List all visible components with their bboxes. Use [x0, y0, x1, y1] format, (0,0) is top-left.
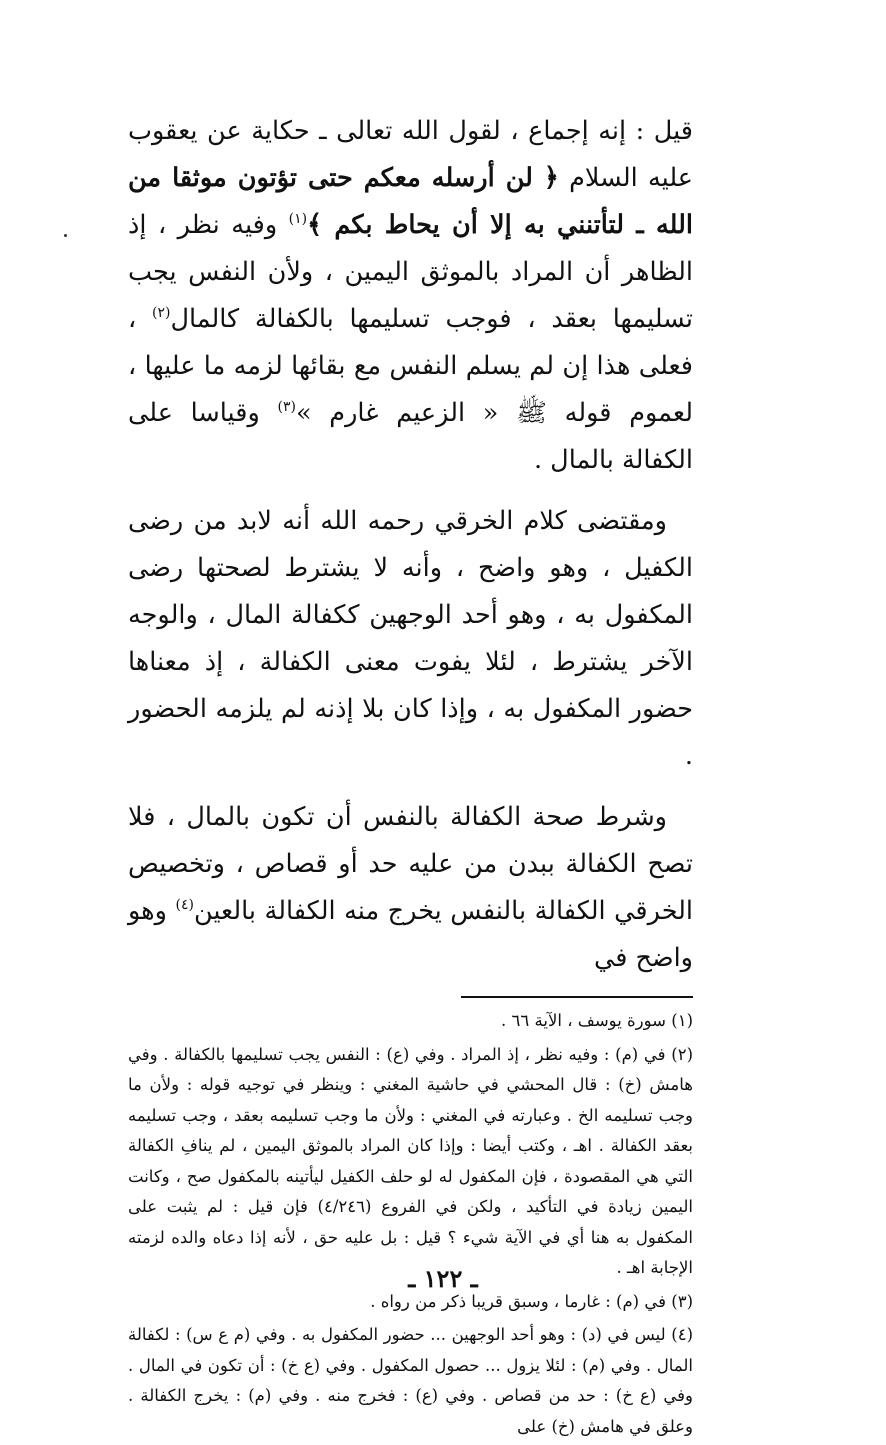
footnote-ref-3: (٣) [277, 399, 296, 415]
paragraph-2: ومقتضى كلام الخرقي رحمه الله أنه لابد من رضى الكفيل ، وهو واضح ، وأنه لا يشترط لصحتها رضى المكفول به ، وهو أحد الوجهين ككفالة المال ، والوجه الآخر يشترط ، لئلا يفوت معنى الكفالة ، إذ معناها حضور المكفول به ، وإذا كان بلا إذنه لم يلزمه الحضور . [128, 506, 693, 771]
footnote-1: (١) سورة يوسف ، الآية ٦٦ . [501, 1011, 693, 1030]
footnote-3: (٣) في (م) : غارما ، وسبق قريبا ذكر من رواه . [370, 1291, 693, 1311]
scan-speck [64, 234, 67, 237]
footnote-2: (٢) في (م) : وفيه نظر ، إذ المراد . وفي (ع) : النفس يجب تسليمها بالكفالة . وفي هامش (خ) : قال المحشي في حاشية المغني : وينظر في توجيه قوله : ولأن ما وجب تسليمه الخ . وعبارته في المغني : ولأن ما وجب تسليمه بعقد ، وجب تسليمه بعقد الكفالة . اهـ ، وكتب أيضا : وإذا كان المراد بالموثق اليمين ، لم ينافِ الكفالة التي هي المقصودة ، فإن المكفول له لو حلف الكفيل ليأتينه بالمكفول صح ، وكانت اليمين زيادة في التأكيد ، ولكن في الفروع (٤/٢٤٦) فإن قيل : لم يثبت على المكفول به هنا أي في الآية شيء ؟ قيل : بل عليه حق ، لأنه إذا دعاه والده لزمته الإجابة اهـ . [128, 1044, 693, 1277]
footnote-ref-4: (٤) [175, 897, 194, 913]
paragraph-3 [128, 794, 693, 982]
page-body [128, 108, 693, 1445]
footnote-divider [461, 996, 693, 998]
text-run: ، فعلى هذا إن لم يسلم النفس مع بقائها لزمه ما عليها ، لعموم قوله ﷺ « الزعيم غارم » [128, 304, 693, 428]
footnote-ref-2: (٢) [151, 305, 171, 321]
text-run: قيل : إنه إجماع ، لقول الله تعالى ـ حكاية عن يعقوب عليه السلام [128, 116, 693, 193]
footnotes [128, 1006, 693, 1442]
text-run: وقياسا على الكفالة بالمال . [128, 398, 693, 475]
paragraph-1 [128, 108, 693, 484]
text-run: وفيه نظر ، إذ الظاهر أن المراد بالموثق اليمين ، ولأن النفس يجب تسليمها بعقد ، فوجب تسليمها بالكفالة كالمال [128, 210, 693, 334]
footnote-ref-1: (١) [288, 211, 308, 227]
text-run: وهو واضح في [128, 896, 693, 973]
page-number: ـ ١٢٢ ـ [408, 1264, 478, 1293]
main-text [128, 108, 693, 982]
footnote-4: (٤) ليس في (د) : وهو أحد الوجهين ... حضور المكفول به . وفي (م ع س) : لكفالة المال . وفي (م) : لئلا يزول ... حصول المكفول . وفي (ع خ) : أن تكون في المال . وفي (ع خ) : حد من قصاص . وفي (ع) : فخرج منه . وفي (م) : يخرج الكفالة . وعلق في هامش (خ) على [128, 1325, 693, 1436]
text-run: وشرط صحة الكفالة بالنفس أن تكون بالمال ، فلا تصح الكفالة ببدن من عليه حد أو قصاص ، وتخصيص الخرقي الكفالة بالنفس يخرج منه الكفالة بالعين [128, 802, 694, 926]
quran-verse: ﴿ لن أرسله معكم حتى تؤتون موثقا من الله ـ لتأتنني به إلا أن يحاط بكم ﴾ [128, 163, 693, 240]
